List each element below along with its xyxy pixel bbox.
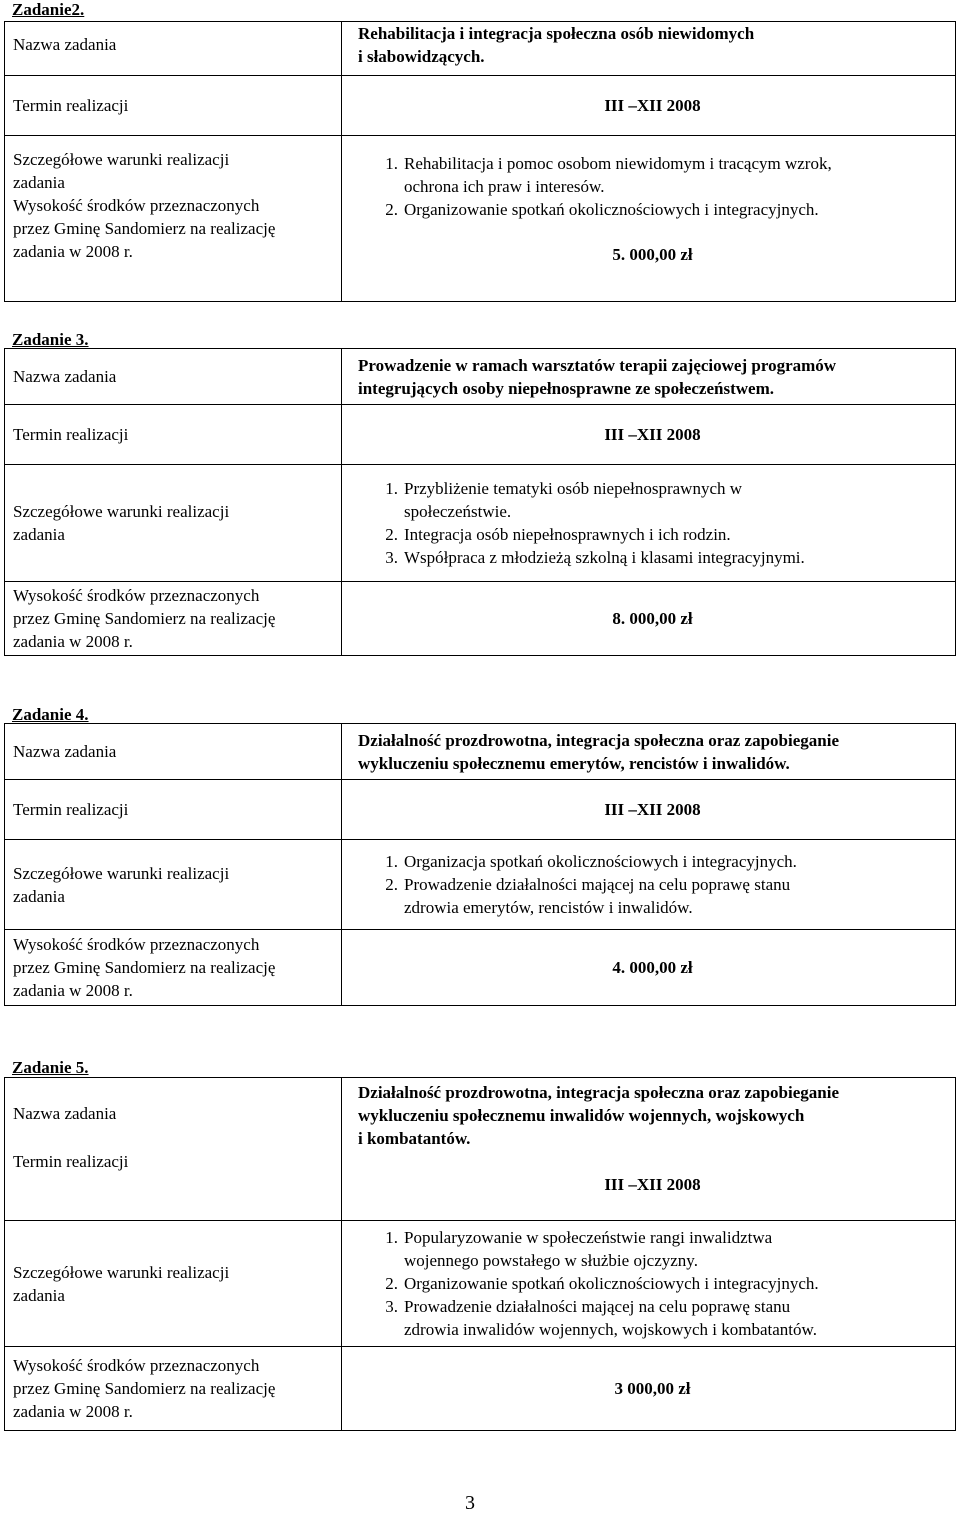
term-label: Termin realizacji bbox=[5, 76, 342, 136]
details-list bbox=[358, 477, 947, 569]
task-heading: Zadanie2. bbox=[12, 0, 85, 19]
list-item: 3. Prowadzenie działalności mającej na celu poprawę stanu zdrowia inwalidów wojennych, wojskowych i kombatantów. bbox=[385, 1297, 817, 1339]
details-label: Szczegółowe warunki realizacji zadania bbox=[5, 1221, 342, 1347]
task-table bbox=[4, 21, 956, 302]
term-value: III –XII 2008 bbox=[342, 780, 956, 840]
list-item: 2. Integracja osób niepełnosprawnych i ich rodzin. bbox=[385, 525, 731, 544]
term-value: III –XII 2008 bbox=[342, 76, 956, 136]
task-heading: Zadanie 5. bbox=[12, 1058, 89, 1077]
list-item: 1. Popularyzowanie w społeczeństwie rangi inwalidztwa wojennego powstałego w służbie ojczyzny. bbox=[385, 1228, 773, 1270]
list-item: 3. Współpraca z młodzieżą szkolną i klasami integracyjnymi. bbox=[385, 548, 805, 567]
task-table bbox=[4, 723, 956, 1006]
list-item: 2. Organizowanie spotkań okolicznościowych i integracyjnych. bbox=[385, 1274, 819, 1293]
funds-label: Wysokość środków przeznaczonych przez Gminę Sandomierz na realizację zadania w 2008 r. bbox=[5, 582, 342, 656]
name-and-term bbox=[342, 1078, 956, 1221]
details-and-amount bbox=[342, 136, 956, 302]
task-heading: Zadanie 3. bbox=[12, 330, 89, 349]
details-label: Szczegółowe warunki realizacji zadania bbox=[5, 465, 342, 582]
amount-value: 3 000,00 zł bbox=[342, 1347, 956, 1431]
task-name: Prowadzenie w ramach warsztatów terapii zajęciowej programów integrujących osoby niepełnosprawne ze społeczeństwem. bbox=[342, 349, 956, 405]
amount-value: 8. 000,00 zł bbox=[342, 582, 956, 656]
details-label: Szczegółowe warunki realizacji zadania bbox=[5, 840, 342, 930]
details-list bbox=[358, 850, 947, 919]
amount-value: 4. 000,00 zł bbox=[342, 930, 956, 1006]
list-item: 2. Organizowanie spotkań okolicznościowych i integracyjnych. bbox=[385, 200, 819, 219]
page-number: 3 bbox=[465, 1492, 475, 1514]
task-name: Działalność prozdrowotna, integracja społeczna oraz zapobieganie wykluczeniu społecznemu emerytów, rencistów i inwalidów. bbox=[342, 724, 956, 780]
name-and-term-labels: Nazwa zadania Termin realizacji bbox=[5, 1078, 342, 1221]
list-item: 1. Przybliżenie tematyki osób niepełnosprawnych w społeczeństwie. bbox=[385, 479, 743, 521]
task-heading: Zadanie 4. bbox=[12, 705, 89, 724]
name-label: Nazwa zadania bbox=[5, 22, 342, 76]
details-cell bbox=[342, 465, 956, 582]
name-label: Nazwa zadania bbox=[5, 724, 342, 780]
term-value: III –XII 2008 bbox=[342, 405, 956, 465]
task-name: Rehabilitacja i integracja społeczna osób niewidomych i słabowidzących. bbox=[342, 22, 956, 76]
amount-value: 5. 000,00 zł bbox=[612, 245, 693, 264]
task-table bbox=[4, 348, 956, 656]
term-value: III –XII 2008 bbox=[604, 1175, 701, 1194]
list-item: 1. Rehabilitacja i pomoc osobom niewidomym i tracącym wzrok, ochrona ich praw i interesów. bbox=[385, 154, 832, 196]
task-table bbox=[4, 1077, 956, 1431]
details-list bbox=[358, 152, 947, 221]
details-cell bbox=[342, 840, 956, 930]
term-label: Termin realizacji bbox=[5, 405, 342, 465]
name-label: Nazwa zadania bbox=[5, 349, 342, 405]
funds-label: Wysokość środków przeznaczonych przez Gminę Sandomierz na realizację zadania w 2008 r. bbox=[5, 930, 342, 1006]
list-item: 2. Prowadzenie działalności mającej na celu poprawę stanu zdrowia emerytów, rencistów i inwalidów. bbox=[385, 875, 791, 917]
term-label: Termin realizacji bbox=[5, 780, 342, 840]
details-list bbox=[358, 1226, 947, 1341]
details-and-funds-labels: Szczegółowe warunki realizacji zadania Wysokość środków przeznaczonych przez Gminę Sandomierz na realizację zadania w 2008 r. bbox=[5, 136, 342, 302]
list-item: 1. Organizacja spotkań okolicznościowych i integracyjnych. bbox=[385, 852, 797, 871]
task-name: Działalność prozdrowotna, integracja społeczna oraz zapobieganie wykluczeniu społecznemu inwalidów wojennych, wojskowych i kombatantów. bbox=[358, 1083, 839, 1148]
details-cell bbox=[342, 1221, 956, 1347]
funds-label: Wysokość środków przeznaczonych przez Gminę Sandomierz na realizację zadania w 2008 r. bbox=[5, 1347, 342, 1431]
